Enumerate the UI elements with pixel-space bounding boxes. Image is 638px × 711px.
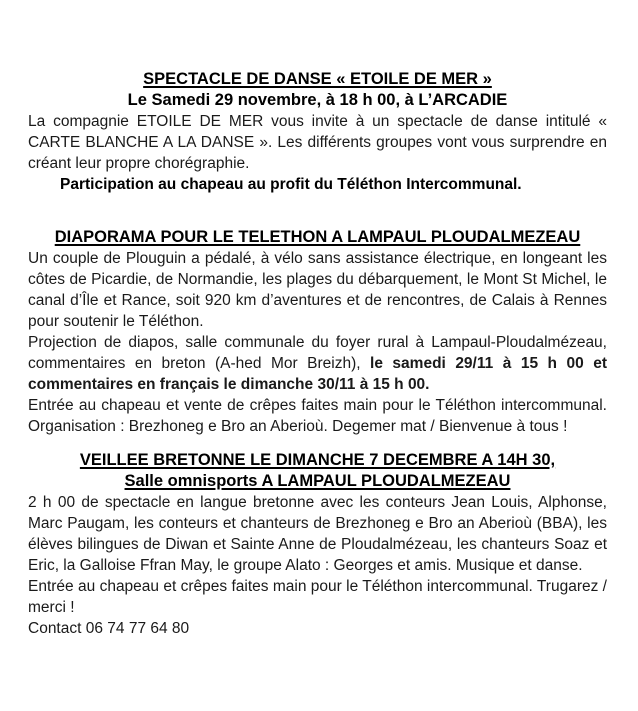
spectacle-title: SPECTACLE DE DANSE « ETOILE DE MER » [143,70,492,88]
diaporama-paragraph-2-regular: Projection de diapos, salle communale du foyer rural à Lampaul-Ploudalmézeau, commentaires en breton (A-hed Mor Breizh), [28,334,607,372]
spectacle-intro-paragraph: La compagnie ETOILE DE MER vous invite à un spectacle de danse intitulé « CARTE BLANCHE A LA DANSE ». Les différents groupes vont vous surprendre en créant leur propre chorégraphie. [28,113,607,172]
spectacle-participation-note: Participation au chapeau au profit du Téléthon Intercommunal. [60,176,522,193]
veillee-paragraph-1: 2 h 00 de spectacle en langue bretonne avec les conteurs Jean Louis, Alphonse, Marc Paugam, les conteurs et chanteurs de Brezhoneg e Bro an Aberioù (BBA), les élèves bilingues de Diwan et Sainte Anne de Ploudalmézeau, les chanteurs Soaz et Eric, la Galloise Ffran May, le groupe Alato : Georges et amis. Musique et danse. [28,494,607,574]
veillee-paragraph-2: Entrée au chapeau et crêpes faites main pour le Téléthon intercommunal. Trugarez / merci ! [28,578,607,616]
diaporama-paragraph-2-bold: le samedi 29/11 à 15 h 00 et commentaires en français le dimanche 30/11 à 15 h 00. [28,355,607,393]
diaporama-paragraph-1: Un couple de Plouguin a pédalé, à vélo sans assistance électrique, en longeant les côtes de Picardie, de Normandie, les plages du débarquement, le Mont St Michel, le canal d’Île et Rance, soit 920 km d’aventures et de rencontres, de Calais à Rennes pour soutenir le Téléthon. [28,250,607,330]
contact-line: Contact 06 74 77 64 80 [28,620,190,637]
diaporama-paragraph-3: Entrée au chapeau et vente de crêpes faites main pour le Téléthon intercommunal. Organisation : Brezhoneg e Bro an Aberioù. Degemer mat / Bienvenue à tous ! [28,397,607,435]
veillee-title-line2: Salle omnisports A LAMPAUL PLOUDALMEZEAU [124,472,511,490]
veillee-title-line1: VEILLEE BRETONNE LE DIMANCHE 7 DECEMBRE A 14H 30, [79,451,556,469]
diaporama-title: DIAPORAMA POUR LE TELETHON A LAMPAUL PLOUDALMEZEAU [54,228,581,246]
spectacle-subtitle: Le Samedi 29 novembre, à 18 h 00, à L’ARCADIE [127,91,508,109]
diaporama-paragraph-2 [28,332,607,395]
